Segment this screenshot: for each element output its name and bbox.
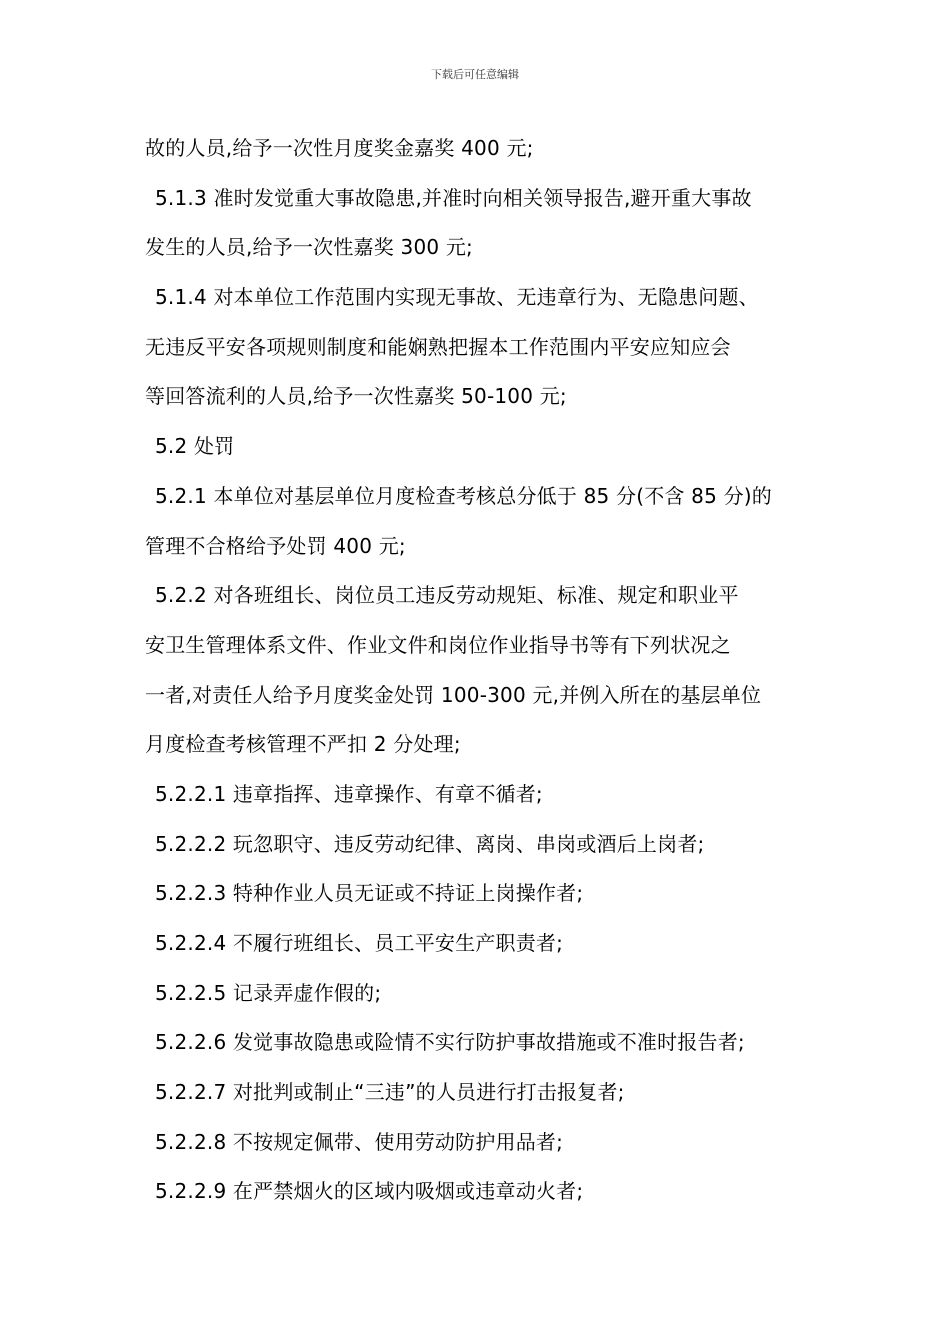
list-item: 5.2.2.9 在严禁烟火的区域内吸烟或违章动火者; xyxy=(155,1179,584,1204)
paragraph-line: 5.2.2 对各班组长、岗位员工违反劳动规矩、标准、规定和职业平 xyxy=(155,583,739,608)
paragraph-line: 安卫生管理体系文件、作业文件和岗位作业指导书等有下列状况之 xyxy=(145,632,731,657)
paragraph-line: 等回答流利的人员,给予一次性嘉奖 50-100 元; xyxy=(145,384,567,409)
list-item: 5.2.2.3 特种作业人员无证或不持证上岗操作者; xyxy=(155,881,584,906)
list-item: 5.2.2.6 发觉事故隐患或险情不实行防护事故措施或不准时报告者; xyxy=(155,1030,745,1055)
list-item: 5.2.2.5 记录弄虚作假的; xyxy=(155,980,382,1005)
list-item: 5.2.2.7 对批判或制止“三违”的人员进行打击报复者; xyxy=(155,1080,625,1105)
list-item: 5.2.2.4 不履行班组长、员工平安生产职责者; xyxy=(155,931,564,955)
section-heading: 5.2 处罚 xyxy=(155,434,235,459)
paragraph-line: 一者,对责任人给予月度奖金处罚 100-300 元,并例入所在的基层单位 xyxy=(145,682,762,707)
paragraph-line: 无违反平安各项规则制度和能娴熟把握本工作范围内平安应知应会 xyxy=(145,334,731,359)
list-item: 5.2.2.1 违章指挥、违章操作、有章不循者; xyxy=(155,781,543,806)
paragraph-line: 5.1.3 准时发觉重大事故隐患,并准时向相关领导报告,避开重大事故 xyxy=(155,185,752,210)
list-item: 5.2.2.2 玩忽职守、违反劳动纪律、离岗、串岗或酒后上岗者; xyxy=(155,831,705,856)
paragraph-line: 管理不合格给予处罚 400 元; xyxy=(145,533,406,558)
paragraph-line: 5.2.1 本单位对基层单位月度检查考核总分低于 85 分(不含 85 分)的 xyxy=(155,483,772,508)
document-body xyxy=(145,124,825,1217)
page-header: 下载后可任意编辑 xyxy=(431,68,519,81)
paragraph-line: 5.1.4 对本单位工作范围内实现无事故、无违章行为、无隐患问题、 xyxy=(155,285,759,310)
paragraph-line: 月度检查考核管理不严扣 2 分处理; xyxy=(145,732,461,757)
paragraph-line: 故的人员,给予一次性月度奖金嘉奖 400 元; xyxy=(145,136,534,160)
paragraph-line: 发生的人员,给予一次性嘉奖 300 元; xyxy=(145,235,473,260)
list-item: 5.2.2.8 不按规定佩带、使用劳动防护用品者; xyxy=(155,1129,564,1154)
